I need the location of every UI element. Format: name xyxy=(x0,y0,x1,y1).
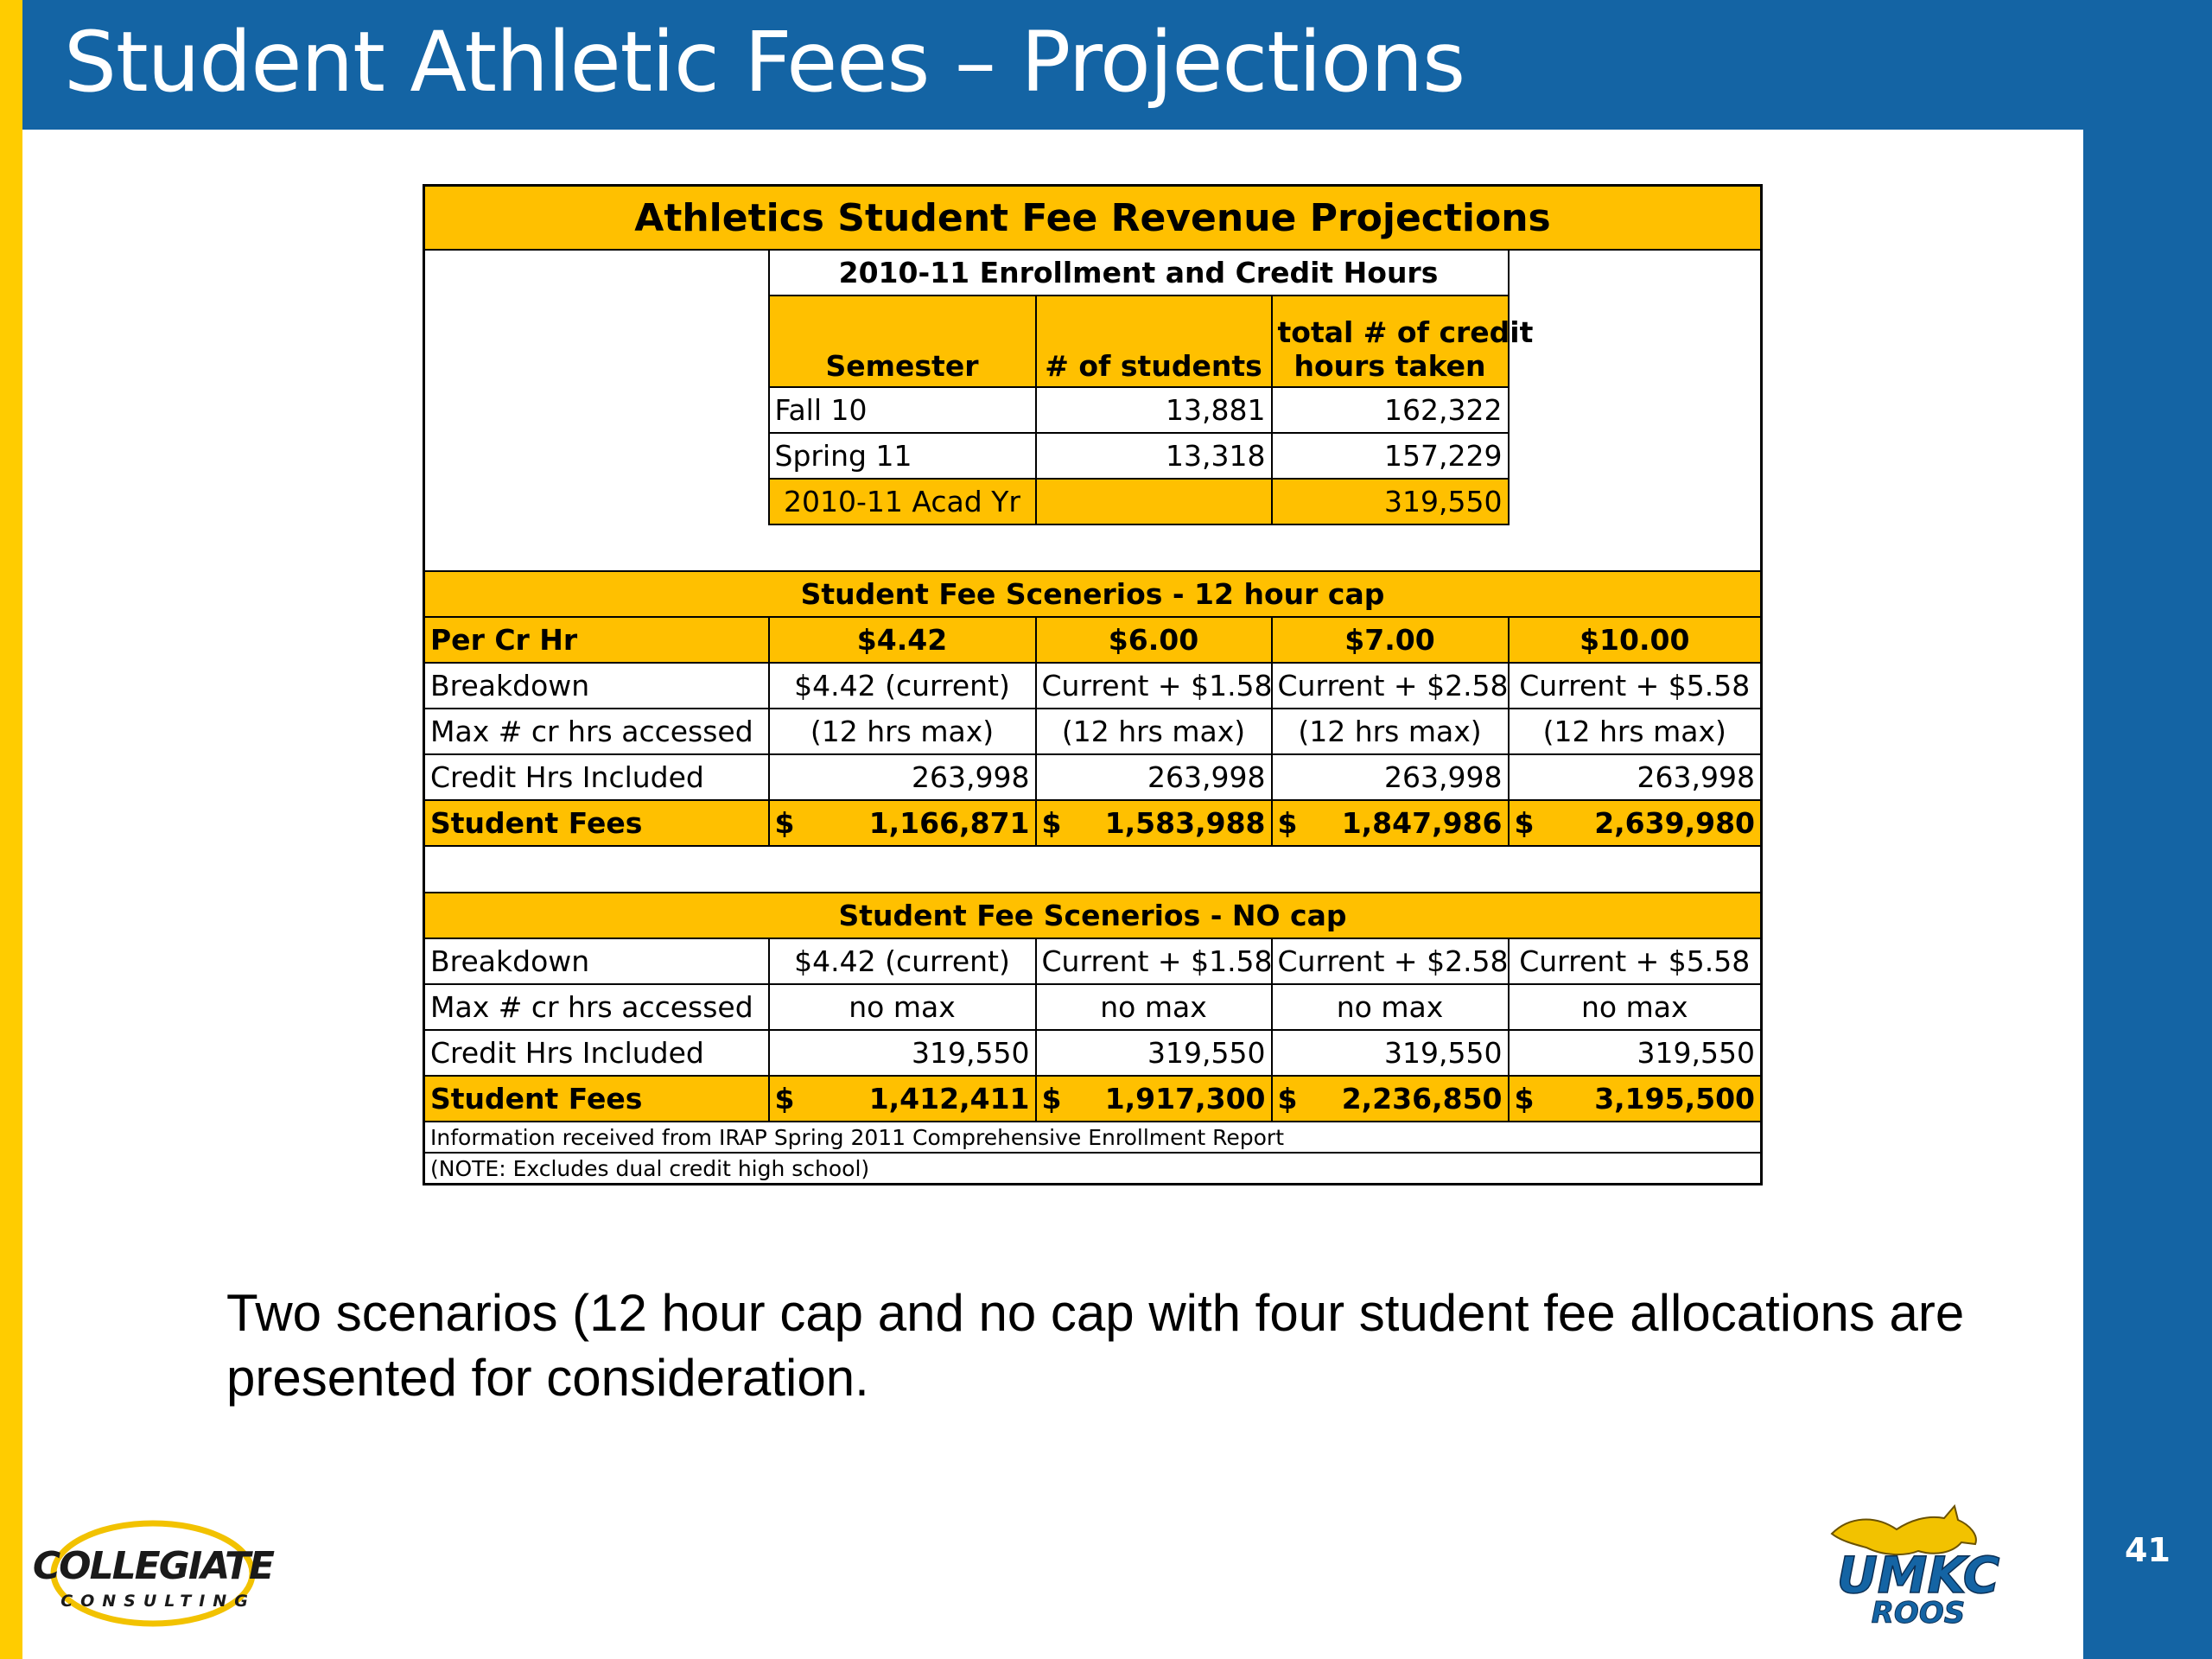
slide-title: Student Athletic Fees – Projections xyxy=(64,14,1465,111)
credit-hours-cell: 319,550 xyxy=(1272,1030,1509,1076)
enrollment-heading: 2010-11 Enrollment and Credit Hours xyxy=(769,250,1509,296)
consulting-logo-text: CONSULTING xyxy=(60,1592,256,1611)
student-fees-cell xyxy=(1036,1076,1272,1122)
fee-amount: 1,412,411 xyxy=(868,1082,1030,1116)
max-hours-cell: (12 hrs max) xyxy=(769,709,1036,754)
currency-symbol: $ xyxy=(1514,806,1535,840)
enrollment-heading-row xyxy=(424,250,1762,296)
credit-hours-cell: 319,550 xyxy=(769,1030,1036,1076)
collegiate-logo-text: COLLEGIATE xyxy=(32,1544,274,1588)
table-row xyxy=(424,663,1762,709)
blank-cell xyxy=(769,524,1509,571)
breakdown-cell: Current + $1.58 xyxy=(1036,663,1272,709)
blank-cell xyxy=(424,250,769,571)
table-title-row xyxy=(424,186,1762,251)
credit-hours-cell: 319,550 xyxy=(1036,1030,1272,1076)
credit-hours-label: Credit Hrs Included xyxy=(424,754,769,800)
fee-amount: 1,166,871 xyxy=(868,806,1030,840)
max-hours-cell: (12 hrs max) xyxy=(1272,709,1509,754)
nocap-heading-row xyxy=(424,893,1762,938)
breakdown-cell: $4.42 (current) xyxy=(769,938,1036,984)
umkc-logo-text: UMKC xyxy=(1836,1546,2000,1605)
fee-amount: 1,583,988 xyxy=(1104,806,1266,840)
rate-cell: $4.42 xyxy=(769,617,1036,663)
page-number: 41 xyxy=(2125,1531,2171,1569)
currency-symbol: $ xyxy=(1041,806,1062,840)
rate-cell: $10.00 xyxy=(1509,617,1762,663)
semester-header: Semester xyxy=(769,296,1036,387)
credit-hours-label: Credit Hrs Included xyxy=(424,1030,769,1076)
table-row xyxy=(424,938,1762,984)
students-header: # of students xyxy=(1036,296,1272,387)
total-label: 2010-11 Acad Yr xyxy=(769,479,1036,524)
fee-revenue-table xyxy=(423,184,1763,1185)
nocap-heading: Student Fee Scenerios - NO cap xyxy=(424,893,1762,938)
rate-cell: $6.00 xyxy=(1036,617,1272,663)
currency-symbol: $ xyxy=(774,1082,795,1116)
table-title: Athletics Student Fee Revenue Projections xyxy=(424,186,1762,251)
breakdown-cell: Current + $2.58 xyxy=(1272,938,1509,984)
credit-hours-cell: 263,998 xyxy=(769,754,1036,800)
title-bar xyxy=(22,0,2083,130)
students-cell: 13,881 xyxy=(1036,387,1272,433)
cap-heading: Student Fee Scenerios - 12 hour cap xyxy=(424,571,1762,617)
max-hours-cell: no max xyxy=(1272,984,1509,1030)
student-fees-cell xyxy=(769,800,1036,846)
spacer-row xyxy=(424,846,1762,893)
student-fees-label: Student Fees xyxy=(424,1076,769,1122)
cap-heading-row xyxy=(424,571,1762,617)
total-hours: 319,550 xyxy=(1272,479,1509,524)
fee-amount: 2,639,980 xyxy=(1594,806,1755,840)
fee-amount: 1,847,986 xyxy=(1341,806,1503,840)
max-hours-label: Max # cr hrs accessed xyxy=(424,984,769,1030)
slide-caption: Two scenarios (12 hour cap and no cap with four student fee allocations are presented for consideration. xyxy=(226,1284,1965,1407)
fee-amount: 2,236,850 xyxy=(1341,1082,1503,1116)
currency-symbol: $ xyxy=(1277,806,1298,840)
blank-cell xyxy=(1509,250,1762,571)
exclusion-note: (NOTE: Excludes dual credit high school) xyxy=(424,1153,1762,1185)
source-note: Information received from IRAP Spring 2011 Comprehensive Enrollment Report xyxy=(424,1122,1762,1153)
max-hours-cell: (12 hrs max) xyxy=(1509,709,1762,754)
credit-hours-cell: 263,998 xyxy=(1509,754,1762,800)
table-row xyxy=(424,1030,1762,1076)
right-accent-bar xyxy=(2083,0,2212,1659)
student-fees-cell xyxy=(1036,800,1272,846)
breakdown-label: Breakdown xyxy=(424,663,769,709)
per-cr-hr-label: Per Cr Hr xyxy=(424,617,769,663)
student-fees-cell xyxy=(1509,800,1762,846)
max-hours-label: Max # cr hrs accessed xyxy=(424,709,769,754)
currency-symbol: $ xyxy=(1277,1082,1298,1116)
blank-cell xyxy=(424,846,1762,893)
max-hours-cell: no max xyxy=(769,984,1036,1030)
blank-cell xyxy=(1036,479,1272,524)
breakdown-cell: Current + $1.58 xyxy=(1036,938,1272,984)
student-fees-label: Student Fees xyxy=(424,800,769,846)
breakdown-cell: Current + $5.58 xyxy=(1509,663,1762,709)
roos-logo-text: ROOS xyxy=(1871,1596,1966,1630)
rate-cell: $7.00 xyxy=(1272,617,1509,663)
credit-hours-header-line2: hours taken xyxy=(1294,349,1486,383)
max-hours-cell: (12 hrs max) xyxy=(1036,709,1272,754)
note-row xyxy=(424,1122,1762,1153)
note-row xyxy=(424,1153,1762,1185)
credit-hours-header-line1: total # of credit xyxy=(1277,315,1534,349)
students-cell: 13,318 xyxy=(1036,433,1272,479)
credit-hours-header xyxy=(1272,296,1534,387)
breakdown-cell: Current + $5.58 xyxy=(1509,938,1762,984)
student-fees-cell xyxy=(769,1076,1036,1122)
student-fees-row xyxy=(424,800,1762,846)
student-fees-cell xyxy=(1272,1076,1509,1122)
table-row xyxy=(424,754,1762,800)
semester-cell: Spring 11 xyxy=(769,433,1036,479)
currency-symbol: $ xyxy=(1514,1082,1535,1116)
credit-hours-cell: 263,998 xyxy=(1036,754,1272,800)
student-fees-cell xyxy=(1509,1076,1762,1122)
table-row xyxy=(424,709,1762,754)
credit-hours-cell: 263,998 xyxy=(1272,754,1509,800)
breakdown-cell: Current + $2.58 xyxy=(1272,663,1509,709)
currency-symbol: $ xyxy=(1041,1082,1062,1116)
umkc-roos-logo xyxy=(1815,1499,2022,1629)
breakdown-cell: $4.42 (current) xyxy=(769,663,1036,709)
collegiate-consulting-logo xyxy=(32,1516,274,1637)
semester-cell: Fall 10 xyxy=(769,387,1036,433)
student-fees-cell xyxy=(1272,800,1509,846)
hours-cell: 157,229 xyxy=(1272,433,1509,479)
max-hours-cell: no max xyxy=(1509,984,1762,1030)
student-fees-row xyxy=(424,1076,1762,1122)
hours-cell: 162,322 xyxy=(1272,387,1509,433)
fee-amount: 3,195,500 xyxy=(1594,1082,1755,1116)
currency-symbol: $ xyxy=(774,806,795,840)
max-hours-cell: no max xyxy=(1036,984,1272,1030)
table-row xyxy=(424,984,1762,1030)
credit-hours-cell: 319,550 xyxy=(1509,1030,1762,1076)
breakdown-label: Breakdown xyxy=(424,938,769,984)
rate-row xyxy=(424,617,1762,663)
fee-amount: 1,917,300 xyxy=(1104,1082,1266,1116)
left-accent-bar xyxy=(0,0,22,1659)
